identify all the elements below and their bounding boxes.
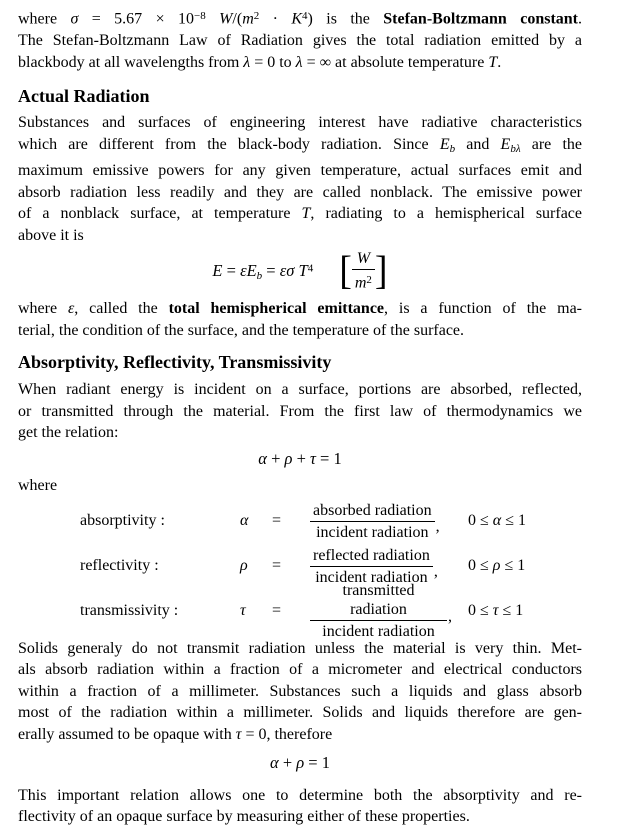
right-bracket: ]: [374, 248, 388, 294]
comma: ,: [433, 563, 438, 580]
text-line: The Stefan-Boltzmann Law of Radiation gives the total radiation emitted by a: [18, 32, 582, 49]
paragraph-emittance: [18, 298, 582, 341]
fraction: [310, 581, 447, 641]
definition-fraction: [310, 581, 452, 641]
text-line: Solids generaly do not transmit radiation unless the material is very thin. Met-: [18, 639, 582, 657]
definition-fraction: [310, 501, 452, 542]
fraction-numerator: W: [352, 249, 375, 270]
equals-sign: =: [272, 512, 282, 529]
fraction-numerator: transmitted radiation: [310, 581, 447, 621]
text-line: of a nonblack surface, at temperature T, radiating to a hemispherical surface: [18, 205, 583, 222]
definition-label: absorptivity :: [80, 512, 165, 529]
definition-range: 0 ≤ ρ ≤ 1: [468, 557, 526, 574]
definition-range: 0 ≤ α ≤ 1: [468, 512, 526, 529]
definition-row-absorptivity: [80, 499, 582, 544]
equals-sign: =: [272, 602, 282, 619]
text-line: flectivity of an opaque surface by measuring either of these properties.: [18, 808, 470, 825]
comma: ,: [448, 608, 452, 625]
fraction: [310, 501, 435, 542]
text-line: terial, the condition of the surface, and the temperature of the surface.: [18, 321, 465, 339]
equals-sign: =: [272, 557, 282, 574]
text-line: When radiant energy is incident on a surface, portions are absorbed, reflected,: [18, 381, 582, 398]
text-line: above it is: [18, 226, 84, 244]
equation-emissive-power: [18, 248, 582, 294]
definition-row-transmissivity: [80, 582, 582, 640]
definition-range: 0 ≤ τ ≤ 1: [468, 602, 524, 619]
paragraph-important-relation: [18, 785, 582, 828]
text-line: which are different from the black-body radiation. Since Eb and Ebλ are the: [18, 135, 582, 155]
text-line: most of the radiation within a millimeter. Solids and liquids therefore are gen-: [18, 704, 582, 721]
fraction-denominator: incident radiation: [322, 623, 435, 640]
fraction-denominator: incident radiation: [316, 523, 429, 541]
equation-alpha-rho-tau: α + ρ + τ = 1: [258, 448, 342, 468]
left-bracket: [: [339, 248, 352, 294]
where-label: where: [18, 477, 58, 494]
text-line: als absorb radiation within a fraction of a micrometer and electrical conductors: [18, 661, 582, 678]
definition-symbol: α: [240, 512, 249, 529]
text-line: where ε, called the total hemispherical emittance, is a function of the ma-: [18, 300, 582, 317]
text-line: where $\sigma = 5.67 \times 10^{-8}$ $W/(m^2 \cdot K^4)$ is the Stefan-Boltzmann constant.: [18, 10, 582, 28]
text-line: within a fraction of a millimeter. Substances such a liquids and glass absorb: [18, 682, 582, 700]
paragraph-radiant-energy: [18, 379, 582, 444]
unit-bracket-w-per-m2: [339, 249, 387, 293]
fraction-numerator: absorbed radiation: [310, 501, 435, 522]
text-line: or transmitted through the material. From the first law of thermodynamics we: [18, 402, 582, 420]
fraction-denominator: $m^2$: [354, 274, 372, 292]
equation-alpha-rho: α + ρ = 1: [270, 753, 330, 772]
equation-body: E = εEb = εσ $T^4$: [212, 260, 314, 282]
definition-list: [18, 499, 582, 640]
text-line: blackbody at all wavelengths from λ = 0 to λ = ∞ at absolute temperature T.: [18, 53, 502, 71]
heading-actual-radiation: Actual Radiation: [18, 86, 150, 106]
text-line: This important relation allows one to determine both the absorptivity and re-: [18, 786, 582, 804]
definition-symbol: ρ: [240, 557, 248, 574]
text-line: get the relation:: [18, 424, 119, 441]
paragraph-solids-opaque: [18, 638, 582, 746]
definition-symbol: τ: [240, 602, 246, 619]
text-line: absorb radiation less readily and they are called nonblack. The emissive power: [18, 183, 582, 201]
fraction-numerator: reflected radiation: [310, 546, 433, 567]
paragraph-nonblack-surfaces: [18, 112, 582, 246]
text-line: maximum emissive powers for any given temperature, actual surfaces emit and: [18, 162, 582, 179]
unit-fraction: [352, 249, 375, 293]
heading-absorptivity-reflectivity-transmissivity: Absorptivity, Reflectivity, Transmissivity: [18, 352, 332, 372]
text-line: erally assumed to be opaque with τ = 0, therefore: [18, 725, 333, 743]
comma: ,: [435, 518, 440, 535]
definition-label: reflectivity :: [80, 557, 159, 574]
text-line: Substances and surfaces of engineering interest have radiative characteristics: [18, 114, 582, 131]
fraction-denominator: incident radiation: [315, 568, 428, 586]
paragraph-stefan-boltzmann: [18, 6, 582, 73]
definition-label: transmissivity :: [80, 602, 179, 619]
